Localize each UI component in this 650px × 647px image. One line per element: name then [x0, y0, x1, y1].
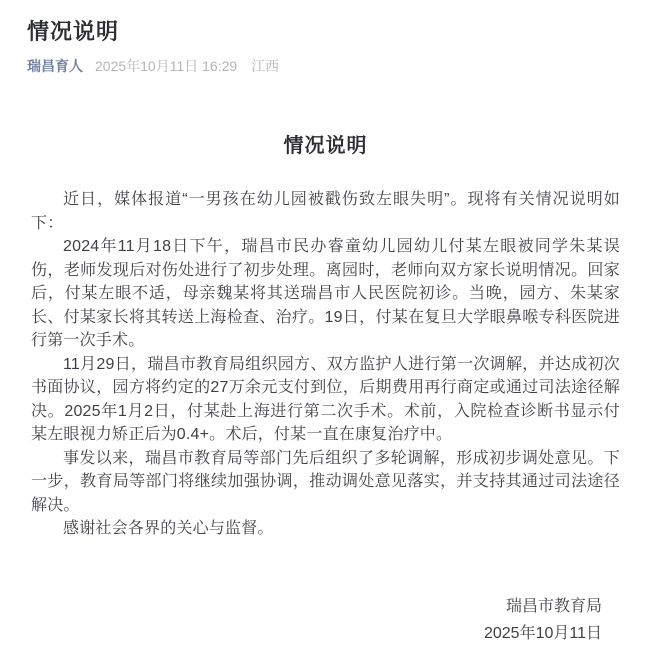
source-account-link[interactable]: 瑞昌育人	[27, 58, 83, 74]
statement-document	[0, 129, 650, 647]
statement-signature	[31, 593, 620, 647]
signature-date: 2025年10月11日	[483, 624, 602, 642]
statement-paragraph: 2024年11月18日下午，瑞昌市民办睿童幼儿园幼儿付某左眼被同学朱某误伤，老师发现后对伤处进行了初步处理。离园时，老师向双方家长说明情况。回家后，付某左眼不适，母亲魏某将其送瑞昌市人民医院初诊。当晚，园方、朱某家长、付某家长将其转送上海检查、治疗。19日，付某在复旦大学眼鼻喉专科医院进行第一次手术。	[31, 238, 620, 349]
page-title: 情况说明	[27, 19, 120, 44]
statement-title: 情况说明	[283, 135, 368, 157]
signature-org: 瑞昌市教育局	[505, 597, 602, 615]
statement-paragraph: 近日，媒体报道“一男孩在幼儿园被戳伤致左眼失明”。现将有关情况说明如下：	[31, 191, 620, 232]
statement-body	[31, 188, 620, 541]
article-header	[0, 0, 650, 76]
article-meta	[27, 56, 622, 76]
publish-location: 江西	[251, 58, 280, 74]
statement-paragraph: 11月29日，瑞昌市教育局组织园方、双方监护人进行第一次调解，并达成初次书面协议，园方将约定的27万余元支付到位，后期费用再行商定或通过司法途径解决。2025年1月2日，付某赴上海进行第二次手术。术前，入院检查诊断书显示付某左眼视力矫正后为0.4+。术后，付某一直在康复治疗中。	[31, 355, 620, 443]
statement-paragraph: 事发以来，瑞昌市教育局等部门先后组织了多轮调解，形成初步调处意见。下一步，教育局等部门将继续加强协调，推动调处意见落实，并支持其通过司法途径解决。	[31, 449, 620, 514]
publish-timestamp: 2025年10月11日 16:29	[95, 58, 238, 74]
statement-paragraph: 感谢社会各界的关心与监督。	[63, 520, 274, 537]
